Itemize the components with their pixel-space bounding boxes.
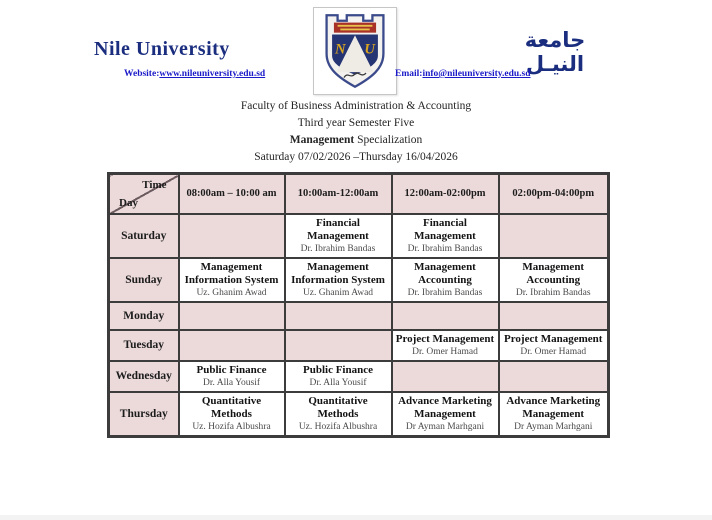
faculty-title: Faculty of Business Administration & Accounting: [240, 100, 472, 112]
time-slot-header: 12:00am-02:00pm: [392, 174, 499, 214]
table-row: [109, 392, 609, 437]
timetable-cell: [285, 302, 392, 330]
timetable-cell: [499, 302, 609, 330]
email-label: Email:: [395, 69, 423, 79]
header-row: [109, 174, 609, 214]
timetable-cell: [392, 361, 499, 392]
table-row: [109, 302, 609, 330]
timetable-cell: [179, 330, 285, 361]
day-label: Saturday: [109, 214, 179, 258]
specialization-name: Management: [289, 134, 355, 146]
specialization-line: [0, 132, 712, 149]
day-label: Thursday: [109, 392, 179, 437]
timetable-cell: Advance Marketing Management Dr Ayman Marhgani: [392, 392, 499, 437]
email-line: [395, 69, 531, 79]
day-label: Sunday: [109, 258, 179, 302]
time-slot-header: 10:00am-12:00am: [285, 174, 392, 214]
table-row: [109, 361, 609, 392]
day-label: Tuesday: [109, 330, 179, 361]
timetable-cell: Project Management Dr. Omer Hamad: [499, 330, 609, 361]
university-name-arabic: جامعة النيـل: [524, 28, 586, 76]
nile-university-crest-icon: [322, 11, 388, 91]
day-label: Monday: [109, 302, 179, 330]
date-range: Saturday 07/02/2026 –Thursday 16/04/2026: [254, 151, 458, 163]
crest-letter-n: N: [335, 41, 346, 58]
timetable-cell: [499, 361, 609, 392]
timetable: [107, 172, 610, 438]
timetable-cell: Quantitative Methods Uz. Hozifa Albushra: [179, 392, 285, 437]
day-label: Wednesday: [109, 361, 179, 392]
timetable-cell: [285, 330, 392, 361]
timetable-cell: Management Accounting Dr. Ibrahim Bandas: [499, 258, 609, 302]
time-slot-header: 02:00pm-04:00pm: [499, 174, 609, 214]
corner-time-day-cell: [109, 174, 179, 214]
timetable-cell: Project Management Dr. Omer Hamad: [392, 330, 499, 361]
timetable-cell: [179, 214, 285, 258]
timetable-container: [107, 172, 610, 438]
website-line: [124, 69, 265, 79]
email-link[interactable]: info@nileuniversity.edu.sd: [422, 69, 531, 79]
timetable-cell: [179, 302, 285, 330]
time-slot-header: 08:00am – 10:00 am: [179, 174, 285, 214]
specialization-suffix: Specialization: [354, 134, 423, 146]
timetable-cell: Management Information System Uz. Ghanim Awad: [285, 258, 392, 302]
corner-day-label: Day: [119, 196, 138, 209]
table-row: [109, 214, 609, 258]
timetable-cell: Public Finance Dr. Alla Yousif: [179, 361, 285, 392]
timetable-cell: [499, 214, 609, 258]
timetable-cell: [392, 302, 499, 330]
website-link[interactable]: www.nileuniversity.edu.sd: [159, 69, 266, 79]
corner-time-label: Time: [142, 179, 167, 191]
university-name-english: Nile University: [94, 38, 230, 60]
timetable-cell: Financial Management Dr. Ibrahim Bandas: [392, 214, 499, 258]
university-logo-box: [313, 7, 397, 95]
table-row: [109, 258, 609, 302]
page-bottom-edge: [0, 515, 712, 520]
timetable-cell: Financial Management Dr. Ibrahim Bandas: [285, 214, 392, 258]
timetable-cell: Advance Marketing Management Dr Ayman Marhgani: [499, 392, 609, 437]
crest-letter-u: U: [364, 41, 375, 58]
table-row: [109, 330, 609, 361]
timetable-cell: Management Accounting Dr. Ibrahim Bandas: [392, 258, 499, 302]
website-label: Website:: [124, 69, 160, 79]
timetable-cell: Public Finance Dr. Alla Yousif: [285, 361, 392, 392]
document-title-block: [0, 98, 712, 166]
timetable-cell: Management Information System Uz. Ghanim Awad: [179, 258, 285, 302]
timetable-cell: Quantitative Methods Uz. Hozifa Albushra: [285, 392, 392, 437]
year-semester: Third year Semester Five: [297, 117, 415, 129]
